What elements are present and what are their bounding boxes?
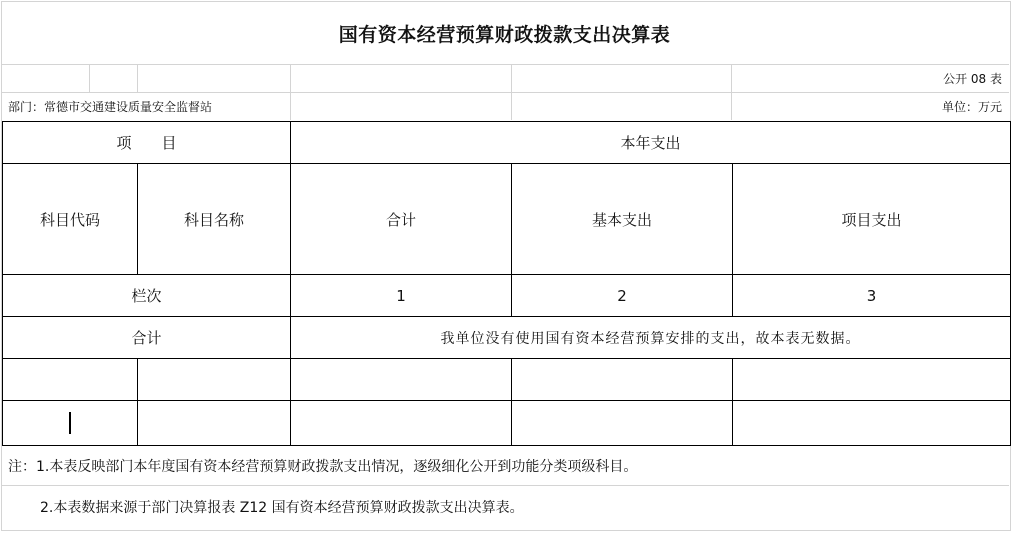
text-cursor [69,412,71,434]
row-index-col3: 3 [733,275,1011,317]
department-label: 部门：常德市交通建设质量安全监督站 [8,100,213,114]
table-cell[interactable] [3,359,138,401]
grid-line [1,92,1009,93]
active-cell[interactable] [3,401,138,446]
table-cell[interactable] [733,401,1011,446]
table-cell[interactable] [138,401,291,446]
form-number: 公开 08 表 [943,72,1002,86]
header-total: 合计 [291,164,512,275]
header-basic: 基本支出 [512,164,733,275]
note-2: 2.本表数据来源于部门决算报表 Z12 国有资本经营预算财政拨款支出决算表。 [40,500,524,516]
table-cell[interactable] [138,359,291,401]
grid-line [290,64,291,120]
total-row-label: 合计 [3,317,291,359]
row-index-label: 栏次 [3,275,291,317]
header-current-year: 本年支出 [291,122,1011,164]
table-row [3,275,1011,317]
unit-label: 单位：万元 [941,100,1002,114]
page-title: 国有资本经营预算财政拨款支出决算表 [338,23,671,46]
grid-line [1,485,1009,486]
grid-line [89,64,90,92]
row-index-col2: 2 [512,275,733,317]
no-data-message: 我单位没有使用国有资本经营预算安排的支出，故本表无数据。 [291,317,1011,359]
table-cell[interactable] [291,401,512,446]
table-subheader-row [3,164,1011,275]
table-row [3,401,1011,446]
table-cell[interactable] [512,359,733,401]
table-row [3,317,1011,359]
grid-line [731,64,732,120]
table-cell[interactable] [291,359,512,401]
table-cell[interactable] [512,401,733,446]
header-name: 科目名称 [138,164,291,275]
table-cell[interactable] [733,359,1011,401]
table-row [3,359,1011,401]
row-index-col1: 1 [291,275,512,317]
table-header-row [3,122,1011,164]
header-project: 项目支出 [733,164,1011,275]
header-code: 科目代码 [3,164,138,275]
note-1: 注：1.本表反映部门本年度国有资本经营预算财政拨款支出情况，逐级细化公开到功能分类项级科目。 [8,459,638,475]
grid-line [137,64,138,92]
grid-line [1,64,1009,65]
header-item: 项 目 [3,122,291,164]
grid-line [511,64,512,120]
expenditure-table [2,121,1011,446]
